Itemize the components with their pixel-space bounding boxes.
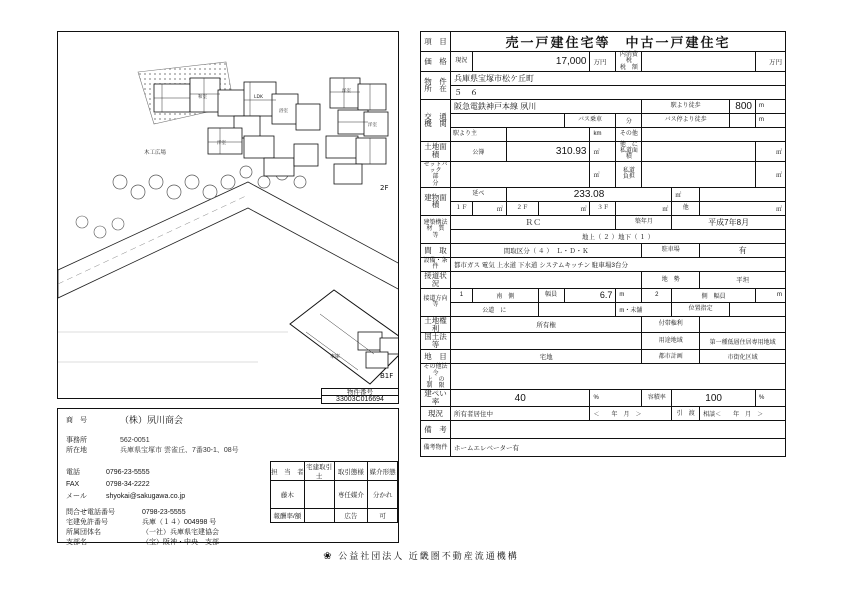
floor2-label: ２Ｆ bbox=[506, 201, 538, 215]
equipment-label: 設備・条件 bbox=[421, 257, 451, 271]
coverage-ratio-unit: % bbox=[590, 390, 642, 407]
private-road-label: 他 に 私道面積 bbox=[616, 141, 642, 161]
staff-license bbox=[304, 481, 334, 509]
terrain-label: 地 勢 bbox=[642, 271, 700, 288]
table-row bbox=[421, 99, 786, 113]
flower-icon: ❀ bbox=[323, 551, 334, 562]
table-row bbox=[271, 462, 398, 481]
land-right-label: 土地権利 bbox=[421, 316, 451, 333]
price-label: 価 格 bbox=[421, 52, 451, 72]
dealer-tel-label: 問合せ電話番号 bbox=[66, 509, 115, 516]
road-state-label: 接道状況 bbox=[421, 271, 451, 288]
tel-label: 電話 bbox=[66, 469, 80, 476]
road-no-1: 1 bbox=[450, 288, 472, 302]
address-label-company: 所在地 bbox=[66, 447, 87, 454]
property-detail-table bbox=[420, 31, 786, 457]
build-year-label: 築年月 bbox=[616, 215, 672, 229]
svg-text:2F: 2F bbox=[380, 184, 389, 192]
commission-value bbox=[304, 509, 334, 523]
company-block bbox=[57, 408, 399, 546]
table-row bbox=[421, 229, 786, 243]
table-row bbox=[421, 421, 786, 439]
busstop-label: バス停より徒歩 bbox=[642, 113, 730, 127]
assoc-value: （一社）兵庫県宅建協会 bbox=[142, 529, 219, 536]
city-plan-value: 市街化区域 bbox=[700, 350, 786, 364]
assoc-label: 所属団体名 bbox=[66, 529, 101, 536]
mail-value: shyokai@sakugawa.co.jp bbox=[106, 493, 186, 500]
floor-ratio-label: 容積率 bbox=[642, 390, 672, 407]
price-unit: 万円 bbox=[590, 52, 616, 72]
pavement-unit: m・未舗 bbox=[616, 302, 672, 316]
land-area-kind: 公簿 bbox=[450, 141, 506, 161]
transport-blank bbox=[450, 113, 564, 127]
footer-text: 公益社団法人 近畿圏不動産流通機構 bbox=[338, 551, 519, 561]
price-value: 17,000 bbox=[472, 52, 590, 72]
footer bbox=[0, 549, 842, 562]
address-label: 物 件 所 在 bbox=[421, 71, 451, 99]
structure-label: 建築構法 材 質 等 bbox=[421, 215, 451, 243]
other-restriction-value bbox=[450, 364, 785, 390]
private-road-blank bbox=[538, 302, 616, 316]
setback-value bbox=[450, 161, 590, 187]
structure-value: ＲＣ bbox=[450, 215, 615, 229]
svg-text:洋室: 洋室 bbox=[368, 123, 377, 128]
table-row bbox=[421, 257, 786, 271]
transport-label: 交 通 機 関 bbox=[421, 99, 451, 141]
table-row bbox=[421, 439, 786, 457]
tax-unit: 万円 bbox=[755, 52, 785, 72]
occupancy-text: 所有者居住中 bbox=[453, 411, 493, 419]
table-row bbox=[421, 85, 786, 99]
table-row bbox=[421, 71, 786, 85]
road-dir-1: 南 側 bbox=[472, 288, 538, 302]
floors-suffix: ） bbox=[647, 233, 655, 241]
bus-label: バス乗車 bbox=[564, 113, 616, 127]
floor1-label: １Ｆ bbox=[450, 201, 472, 215]
other-floor-label: 他 bbox=[672, 201, 700, 215]
svg-text:洋室: 洋室 bbox=[342, 89, 351, 94]
private-road-unit: ㎡ bbox=[755, 141, 785, 161]
layout-rooms: ４ bbox=[538, 247, 545, 255]
office-label: 事務所 bbox=[66, 437, 87, 444]
table-row bbox=[421, 127, 786, 141]
building-area-label: 建物面積 bbox=[421, 187, 451, 215]
svg-text:洋室: 洋室 bbox=[217, 141, 226, 146]
staff-mediation-type: 分かれ bbox=[368, 481, 398, 509]
city-plan-label: 都市計画 bbox=[642, 350, 700, 364]
fax-label: FAX bbox=[66, 481, 80, 488]
terrain-value: 平坦 bbox=[700, 271, 786, 288]
table-row bbox=[421, 407, 786, 421]
shop-name: （株）夙川商会 bbox=[120, 415, 184, 425]
staff-header-3: 媒介形態 bbox=[368, 462, 398, 481]
table-row bbox=[421, 288, 786, 302]
mail-label: メール bbox=[66, 493, 87, 500]
setback-label: セットバック 部 分 bbox=[421, 161, 451, 187]
km-unit: km bbox=[590, 127, 616, 141]
branch-value: （宝）阪神・中央 支部 bbox=[142, 539, 219, 546]
shop-label: 商 号 bbox=[66, 417, 87, 424]
total-area-blank bbox=[700, 187, 786, 201]
address-value-2: ５ ６ bbox=[450, 85, 785, 99]
floorplan-drawing bbox=[57, 31, 399, 399]
coverage-ratio-value: 40 bbox=[450, 390, 590, 407]
staff-name: 藤木 bbox=[271, 481, 305, 509]
land-right-value: 所有権 bbox=[450, 316, 641, 333]
floorplan-svg bbox=[58, 32, 399, 399]
use-district-label: 用途地域 bbox=[642, 333, 700, 350]
walk-unit: m bbox=[755, 99, 785, 113]
table-row bbox=[421, 364, 786, 390]
walk-value: 800 bbox=[730, 99, 756, 113]
road-burden-label: 私道 負担 bbox=[616, 161, 642, 187]
road-state-value bbox=[450, 271, 641, 288]
remarks2-value: ホームエレベーター有 bbox=[450, 439, 785, 457]
staff-header-1: 宅建取引士 bbox=[304, 462, 334, 481]
floor-ratio-value: 100 bbox=[672, 390, 756, 407]
table-row bbox=[421, 243, 786, 257]
transport-line: 阪急電鉄神戸本線 夙川 bbox=[450, 99, 641, 113]
road-width-1: 6.7 bbox=[564, 288, 616, 302]
walk-label: 駅より徒歩 bbox=[642, 99, 730, 113]
other-restriction-label: その他法令 上 の 制 限 bbox=[421, 364, 451, 390]
road-burden-unit: ㎡ bbox=[755, 161, 785, 187]
table-row bbox=[421, 187, 786, 201]
other-floor-unit: ㎡ bbox=[700, 201, 786, 215]
land-category-value: 宅地 bbox=[450, 350, 641, 364]
station-value bbox=[506, 127, 590, 141]
remarks2-label: 備考物件 bbox=[421, 439, 451, 457]
branch-label: 支部名 bbox=[66, 539, 87, 546]
tax-label bbox=[616, 52, 642, 72]
table-row bbox=[421, 350, 786, 364]
layout-label: 間 取 bbox=[421, 243, 451, 257]
table-row bbox=[421, 215, 786, 229]
floors-mid: ）地下（ bbox=[611, 233, 638, 241]
total-area-unit: ㎡ bbox=[672, 187, 700, 201]
table-row bbox=[421, 271, 786, 288]
attached-right-label: 付帯権利 bbox=[642, 316, 700, 333]
land-area-value: 310.93 bbox=[506, 141, 590, 161]
table-row bbox=[421, 161, 786, 187]
other-value bbox=[642, 127, 786, 141]
property-id-box bbox=[321, 388, 399, 404]
road-dir-2: 側 幅員 bbox=[672, 288, 756, 302]
table-row bbox=[421, 141, 786, 161]
station-label: 駅より主 bbox=[450, 127, 506, 141]
land-category-label: 地 目 bbox=[421, 350, 451, 364]
floor1-unit: ㎡ bbox=[472, 201, 506, 215]
parking-label: 駐車場 bbox=[642, 243, 700, 257]
law-value bbox=[450, 333, 641, 350]
use-district-value: 第一種低層住居専用地域 bbox=[700, 333, 786, 350]
staff-transaction-type: 専任媒介 bbox=[334, 481, 368, 509]
handover-value: 相談＜ 年 月 ＞ bbox=[700, 407, 786, 421]
remarks-label: 備 考 bbox=[421, 421, 451, 439]
staff-header-0: 担 当 者 bbox=[271, 462, 305, 481]
staff-header-2: 取引態様 bbox=[334, 462, 368, 481]
floor3-unit: ㎡ bbox=[616, 201, 672, 215]
svg-text:和室: 和室 bbox=[198, 95, 207, 100]
private-road-value bbox=[642, 141, 756, 161]
tel-value: 0796-23-5555 bbox=[106, 469, 150, 476]
dealer-tel-value: 0798-23-5555 bbox=[142, 509, 186, 516]
layout-suffix: ） Ｌ・Ｄ・Ｋ bbox=[546, 247, 589, 255]
floors-above: ２ bbox=[603, 233, 610, 241]
land-area-label: 土地面積 bbox=[421, 141, 451, 161]
build-year-value: 平成7年8月 bbox=[672, 215, 786, 229]
advertising-label: 広告 bbox=[334, 509, 368, 523]
occupancy-value bbox=[450, 407, 590, 421]
table-row bbox=[421, 201, 786, 215]
equipment-value: 都市ガス 電気 上水道 下水道 システムキッチン 駐車場3台分 bbox=[450, 257, 785, 271]
table-row bbox=[421, 316, 786, 333]
parking-value: 有 bbox=[700, 243, 786, 257]
layout-prefix: 間取区分（ bbox=[503, 247, 537, 255]
private-road-kind: 公道 に bbox=[450, 302, 538, 316]
remarks-value bbox=[450, 421, 785, 439]
staff-table bbox=[270, 461, 398, 523]
road-no-2: 2 bbox=[642, 288, 672, 302]
floor2-unit: ㎡ bbox=[538, 201, 590, 215]
law-label: 国土法等 bbox=[421, 333, 451, 350]
other-label: その他 bbox=[616, 127, 642, 141]
svg-text:車庫: 車庫 bbox=[330, 354, 341, 360]
bus-unit: 分 bbox=[616, 113, 642, 127]
tax-value bbox=[642, 52, 756, 72]
floor3-label: ３Ｆ bbox=[590, 201, 616, 215]
busstop-value bbox=[730, 113, 756, 127]
tax-label-2: 税 額 bbox=[619, 64, 638, 71]
address-value: 兵庫県宝塚市松ケ丘町 bbox=[450, 71, 785, 85]
svg-text:LDK: LDK bbox=[254, 95, 263, 100]
office-postcode: 562-0051 bbox=[120, 437, 150, 444]
coverage-ratio-label: 建ぺい率 bbox=[421, 390, 451, 407]
svg-text:B1F: B1F bbox=[380, 372, 394, 380]
floor-ratio-unit: % bbox=[755, 390, 785, 407]
floors-prefix: 地上（ bbox=[581, 233, 602, 241]
item-label: 項 目 bbox=[421, 32, 451, 52]
layout-value bbox=[450, 243, 641, 257]
occupancy-label: 現況 bbox=[421, 407, 451, 421]
commission-label: 報酬率/額 bbox=[271, 509, 305, 523]
company-address: 兵庫県宝塚市 雲雀丘、7番30-1、08号 bbox=[120, 447, 239, 454]
road-burden-value bbox=[642, 161, 756, 187]
fax-value: 0798-34-2222 bbox=[106, 481, 150, 488]
table-row bbox=[421, 302, 786, 316]
table-row bbox=[421, 32, 786, 52]
property-id-label: 物件番号 bbox=[322, 389, 398, 396]
attached-right-value bbox=[700, 316, 786, 333]
price-sub-label: 現況 bbox=[450, 52, 472, 72]
svg-text:浴室: 浴室 bbox=[279, 109, 288, 114]
table-row bbox=[421, 333, 786, 350]
road-width-label-1: 幅員 bbox=[538, 288, 564, 302]
table-row bbox=[421, 52, 786, 72]
advertising-value: 可 bbox=[368, 509, 398, 523]
svg-text:木工広場: 木工広場 bbox=[144, 150, 167, 156]
page-title: 売一戸建住宅等 中古一戸建住宅 bbox=[450, 32, 785, 52]
license-label: 宅建免許番号 bbox=[66, 519, 108, 526]
floors-below: １ bbox=[639, 233, 646, 241]
total-area-value: 233.08 bbox=[506, 187, 671, 201]
floors-value bbox=[450, 229, 785, 243]
tax-label-1: 内消費税 bbox=[619, 52, 638, 65]
busstop-unit: m bbox=[755, 113, 785, 127]
property-id-value: 33003C016694 bbox=[336, 396, 384, 403]
table-row bbox=[271, 481, 398, 509]
table-row bbox=[271, 509, 398, 523]
road-dir-label: 接道方向 等 bbox=[421, 288, 451, 316]
occupancy-date: ＜ 年 月 ＞ bbox=[590, 407, 672, 421]
road-width-unit-2: m bbox=[755, 288, 785, 302]
handover-label: 引 渡 bbox=[672, 407, 700, 421]
position-designation-label: 位置指定 bbox=[672, 302, 730, 316]
setback-unit: ㎡ bbox=[590, 161, 616, 187]
license-value: 兵庫（１４）004998 号 bbox=[142, 519, 217, 526]
table-row bbox=[421, 113, 786, 127]
table-row bbox=[421, 390, 786, 407]
total-area-label: 延べ bbox=[450, 187, 506, 201]
position-designation-value bbox=[730, 302, 786, 316]
road-width-unit-1: m bbox=[616, 288, 642, 302]
land-area-unit: ㎡ bbox=[590, 141, 616, 161]
